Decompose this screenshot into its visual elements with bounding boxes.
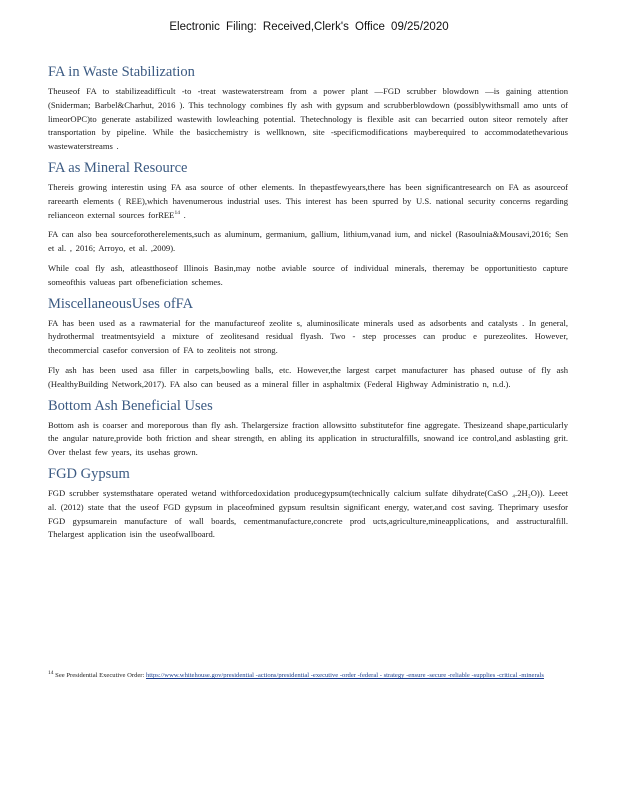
section-heading: MiscellaneousUses ofFA (48, 295, 194, 312)
paragraph: FA has been used as a rawmaterial for the manufactureof zeolite s, aluminosilicate minerals used as adsorbents and catalysts . In general, hydrothermal treatmentsyield a mixture of zeolitesand residual flyash. Two - step processes can produc e purezeolites. However, thecommercial casefor conversion of FA to zeoliteis not strong. (48, 317, 568, 356)
footnote-number: 14 (48, 669, 54, 676)
paragraph: Fly ash has been used asa filler in carpets,bowling balls, etc. However,the largest carpet manufacturer has phased outuse of fly ash (HealthyBuilding Network,2017). FA also can beused as a mineral filler in asphaltmix (Federal Highway Administratio n, n.d.). (48, 364, 568, 389)
section-miscellaneous-uses (48, 296, 568, 392)
section-heading: FA as Mineral Resource (48, 159, 188, 176)
section-mineral-resource (48, 160, 568, 290)
section-bottom-ash (48, 398, 568, 460)
section-fgd-gypsum (48, 466, 568, 542)
section-heading: FGD Gypsum (48, 465, 130, 482)
document-body (48, 64, 568, 548)
paragraph: Thereis growing interestin using FA asa source of other elements. In thepastfewyears,there has been significantresearch on FA as asourceof rareearth elements ( REE),which havenumerous industrial uses. This interest has been spurred by U.S. national security concerns regarding relianceon external sources forREE$^{14}$ . (48, 181, 568, 220)
paragraph: Bottom ash is coarser and moreporous than fly ash. Thelargersize fraction allowsitto substitutefor fine aggregate. Thesizeand shape,particularly the angular nature,provide both friction and shear strength, en abling its application in structuralfills, snowand ice control,and asblasting grit. Over thelast few years, its usehas grown. (48, 419, 568, 458)
paragraph: While coal fly ash, atleastthoseof Illinois Basin,may notbe aviable source of individual minerals, theremay be opportunitiesto capture someofthis valueas part ofbeneficiation schemes. (48, 262, 568, 287)
paragraph: Theuseof FA to stabilizeadifficult -to -treat wastewaterstream from a power plant —FGD scrubber blowdown —is gaining attention (Sniderman; Barbel&Charhut, 2016 ). This technology combines fly ash with gypsum and scrubberblowdown (possiblywithsmall amo unts of limeorOPC)to generate astabilized wastewith lowleaching potential. Thetechnology is flexible asit can becarried outon siteor remotely after transportation by pipeline. While the basicchemistry is wellknown, site -specificmodifications mayberequired to accommodatethevarious wastewaterstreams . (48, 86, 568, 152)
section-heading: FA in Waste Stabilization (48, 64, 195, 80)
footnote-link[interactable]: https://www.whitehouse.gov/presidential -actions/presidential -executive -order -federal - strategy -ensure -secure -reliable -supplies -critical -minerals (145, 672, 544, 679)
footnote-prefix: See Presidential Executive Order: (55, 672, 145, 679)
footnote (48, 670, 568, 681)
paragraph: FA can also bea sourceforotherelements,such as aluminum, germanium, gallium, lithium,vanad ium, and nickel (Rasoulnia&Mousavi,2016; Sen et al. , 2016; Arroyo, et al. ,2009). (48, 229, 568, 254)
paragraph: FGD scrubber systemsthatare operated wetand withforcedoxidation producegypsum(technically calcium sulfate dihydrate(CaSO ₄.2H₂O)). Leeet al. (2012) state that the useof FGD gypsum in placeofmined gypsum resultsin significant energy, water,and cost saving. Theprimary usesfor FGD gypsumarein manufacture of wall boards, cementmanufacture,concrete prod ucts,agriculture,mineapplications, and asstructuralfill. Thelargest application isin the useofwallboard. (48, 487, 568, 540)
footnote-reference[interactable]: 14 (174, 209, 180, 216)
filing-header: Electronic Filing: Received,Clerk's Office 09/25/2020 (169, 21, 449, 33)
paragraph-text: Thereis growing interestin using FA asa source of other elements. In thepastfewyears,there has been significantresearch on FA as asourceof rareearth elements ( REE),which havenumerous industrial uses. This interest has been spurred by U.S. national security concerns regarding relianceon external sources forREE (48, 181, 568, 220)
section-waste-stabilization (48, 64, 568, 154)
section-heading: Bottom Ash Beneficial Uses (48, 397, 213, 414)
